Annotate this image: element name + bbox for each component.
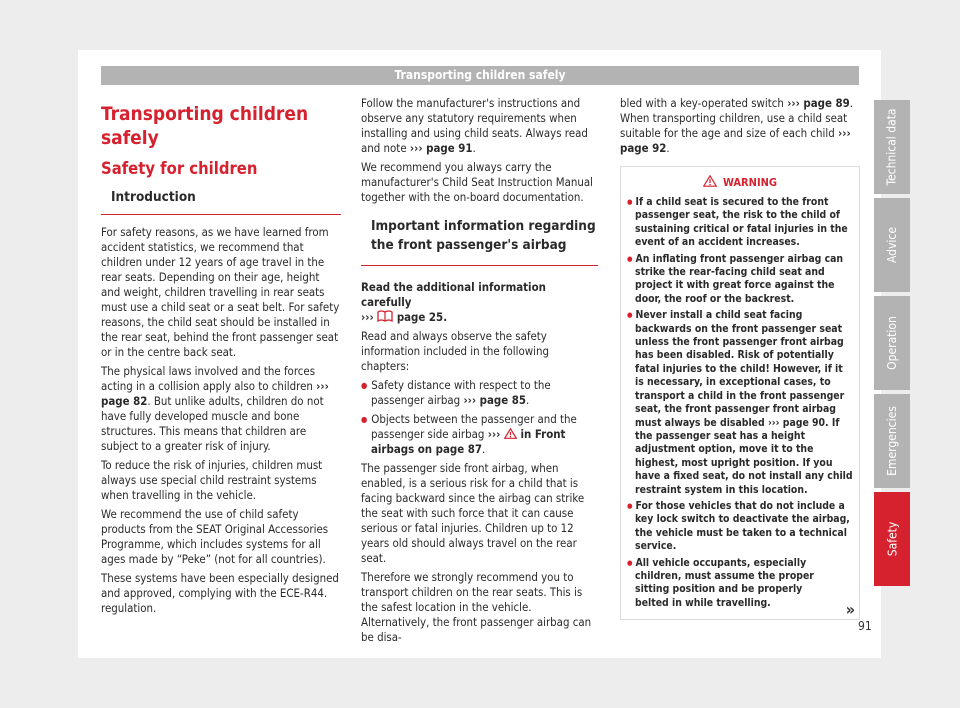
text: Safety distance with respect to the passenger airbag: [371, 378, 551, 407]
text: ›››: [361, 310, 378, 324]
paragraph: The passenger side front airbag, when enabled, is a serious risk for a child that is facing backward since the airbag can strike the seat with such force that it can cause serious or fatal injuries. Children up to 12 years old should always travel on the rear seat.: [361, 461, 585, 565]
warning-item: ● For those vehicles that do not include a key lock switch to deactivate the airbag, the vehicle must be taken to a technical service.: [627, 500, 853, 554]
tab-label: Technical data: [885, 108, 899, 186]
warning-triangle-icon: [703, 175, 717, 187]
text: .: [443, 310, 448, 324]
paragraph: Read and always observe the safety information included in the following chapters:: [361, 329, 550, 373]
page-link[interactable]: in Front airbags on page 87: [371, 427, 566, 456]
text: . When transporting children, use a child seat suitable for the age and size of each child: [620, 96, 854, 140]
paragraph: [101, 364, 341, 454]
list-item: [361, 412, 598, 457]
warning-item: ● Never install a child seat facing backwards on the front passenger seat unless the front passenger front airbag has been disabled. Risk of potentially fatal injuries to the child! However, if it is necessary, in exceptional cases, to transport a child in the front passenger seat, the front passenger front airbag must always be disabled ››› page 90. If the passenger seat has a height adjustment option, move it to the highest, most upright position. If you have a fixed seat, do not install any child restraint system in this location.: [627, 309, 853, 497]
page-link[interactable]: ››› page 89: [787, 96, 850, 110]
page-link[interactable]: page 25: [396, 310, 444, 324]
text: ›››: [487, 427, 504, 441]
paragraph: These systems have been especially designed and approved, complying with the ECE-R44. regulation.: [101, 571, 339, 615]
tab-label: Operation: [885, 316, 900, 370]
list-item: [361, 378, 598, 408]
tab-technical-data[interactable]: [874, 100, 910, 194]
paragraph: To reduce the risk of injuries, children must always use special child restraint systems when travelling in the vehicle.: [101, 458, 323, 502]
chapter-title: Transporting children safely: [101, 103, 309, 149]
page-link[interactable]: ››› page 82: [101, 379, 329, 408]
subsection-heading: [101, 188, 341, 215]
warning-item: ● All vehicle occupants, especially children, must assume the proper sitting position and be properly belted in while travelling.: [627, 557, 835, 611]
tab-emergencies[interactable]: [874, 394, 910, 488]
column-3: [620, 96, 860, 620]
text: .: [526, 393, 530, 407]
tab-safety[interactable]: [874, 492, 910, 586]
subsection-title: Introduction: [101, 188, 341, 215]
warning-item: ● If a child seat is secured to the front passenger seat, the risk to the child of sustaining critical or fatal injuries in the event of an accident increases.: [627, 196, 853, 250]
page-link[interactable]: ››› page 92: [620, 126, 851, 155]
column-1: [101, 96, 341, 620]
text: Follow the manufacturer's instructions and observe any statutory requirements when installing and using child seats. Always read and note: [361, 96, 588, 155]
warning-box: [620, 166, 860, 620]
paragraph: [620, 96, 860, 156]
warning-item: ● An inflating front passenger airbag can strike the rear-facing child seat and project it with great force against the door, the roof or the backrest.: [627, 253, 853, 307]
text: .: [482, 442, 486, 456]
page-number: 91: [858, 619, 872, 633]
tab-label: Advice: [885, 227, 899, 263]
warning-header: [627, 175, 853, 190]
page-link[interactable]: ››› page 85: [463, 393, 527, 407]
continue-marker: »: [845, 600, 855, 620]
page-link[interactable]: ››› page 91: [409, 141, 473, 155]
text: bled with a key-operated switch: [620, 96, 788, 110]
tab-operation[interactable]: [874, 296, 910, 390]
tab-advice[interactable]: [874, 198, 910, 292]
text: Read the additional information carefully: [361, 280, 546, 309]
tab-label: Safety: [885, 521, 899, 557]
column-2: [361, 96, 598, 649]
paragraph: For safety reasons, as we have learned from accident statistics, we recommend that children under 12 years of age travel in the rear seats. Depending on their age, height and weight, children travelling in rear seats must use a child seat or a seat belt. For safety reasons, the child seat should be installed in the rear seat, behind the front passenger seat or in the centre back seat.: [101, 225, 340, 359]
text: .: [472, 141, 476, 155]
tab-label: Emergencies: [885, 406, 900, 476]
page-header: Transporting children safely: [101, 66, 859, 85]
paragraph: Therefore we strongly recommend you to transport children on the rear seats. This is the safest location in the vehicle. Alternatively, the front passenger airbag can be disa-: [361, 570, 592, 644]
paragraph: [361, 96, 598, 156]
warning-title: WARNING: [722, 176, 778, 189]
text: .: [666, 141, 670, 155]
section-heading: Important information regarding the front passenger's airbag: [361, 217, 598, 266]
paragraph: We recommend you always carry the manufacturer's Child Seat Instruction Manual together with the on-board documentation.: [361, 160, 593, 204]
warning-triangle-icon: [504, 428, 517, 439]
book-icon: [377, 310, 393, 322]
section-title: Safety for children: [101, 159, 258, 178]
text: . But unlike adults, children do not have fully developed muscle and bone structures. This means that children are subject to a greater risk of injury.: [101, 394, 324, 453]
read-more-note: [361, 280, 598, 325]
paragraph: We recommend the use of child safety products from the SEAT Original Accessories Programme, which includes systems for all ages made by “Peke” (not for all countries).: [101, 507, 329, 566]
text: The physical laws involved and the forces acting in a collision apply also to children: [101, 364, 317, 393]
text: Objects between the passenger and the passenger side airbag: [371, 412, 577, 441]
